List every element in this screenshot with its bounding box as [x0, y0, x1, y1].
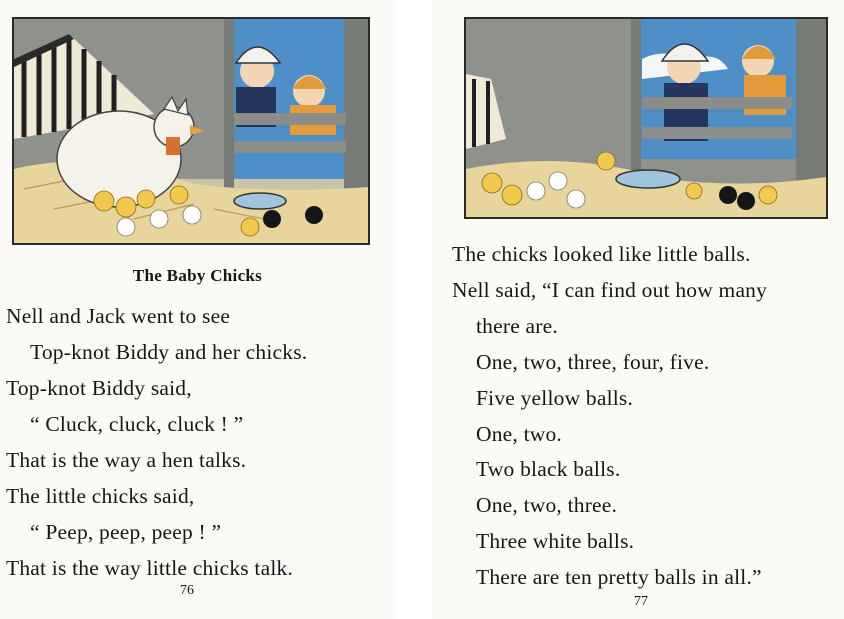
- story-line: One, two, three, four, five.: [476, 350, 710, 374]
- story-line: One, two.: [476, 422, 562, 446]
- page-number: 77: [634, 594, 648, 609]
- hen-and-chicks-illustration: [12, 17, 370, 245]
- story-line: Three white balls.: [476, 529, 635, 553]
- story-line: Nell said, “I can find out how many: [452, 278, 768, 302]
- children-counting-chicks-illustration: [464, 17, 828, 219]
- story-line: Nell and Jack went to see: [6, 304, 231, 328]
- story-line: That is the way a hen talks.: [6, 448, 247, 472]
- story-line: Five yellow balls.: [476, 386, 634, 410]
- story-line: “ Peep, peep, peep ! ”: [30, 520, 222, 544]
- story-line: One, two, three.: [476, 493, 618, 517]
- story-line: Top-knot Biddy and her chicks.: [30, 340, 308, 364]
- story-line: The chicks looked like little balls.: [452, 242, 751, 266]
- story-line: There are ten pretty balls in all.”: [476, 565, 762, 589]
- story-line: Two black balls.: [476, 457, 621, 481]
- page-number: 76: [180, 583, 194, 598]
- story-line: Top-knot Biddy said,: [6, 376, 192, 400]
- story-line: That is the way little chicks talk.: [6, 556, 294, 580]
- story-line: there are.: [476, 314, 558, 338]
- right-page: [432, 0, 844, 619]
- story-line: The little chicks said,: [6, 484, 195, 508]
- story-line: “ Cluck, cluck, cluck ! ”: [30, 412, 244, 436]
- left-page: [0, 0, 395, 619]
- story-title: The Baby Chicks: [132, 266, 263, 285]
